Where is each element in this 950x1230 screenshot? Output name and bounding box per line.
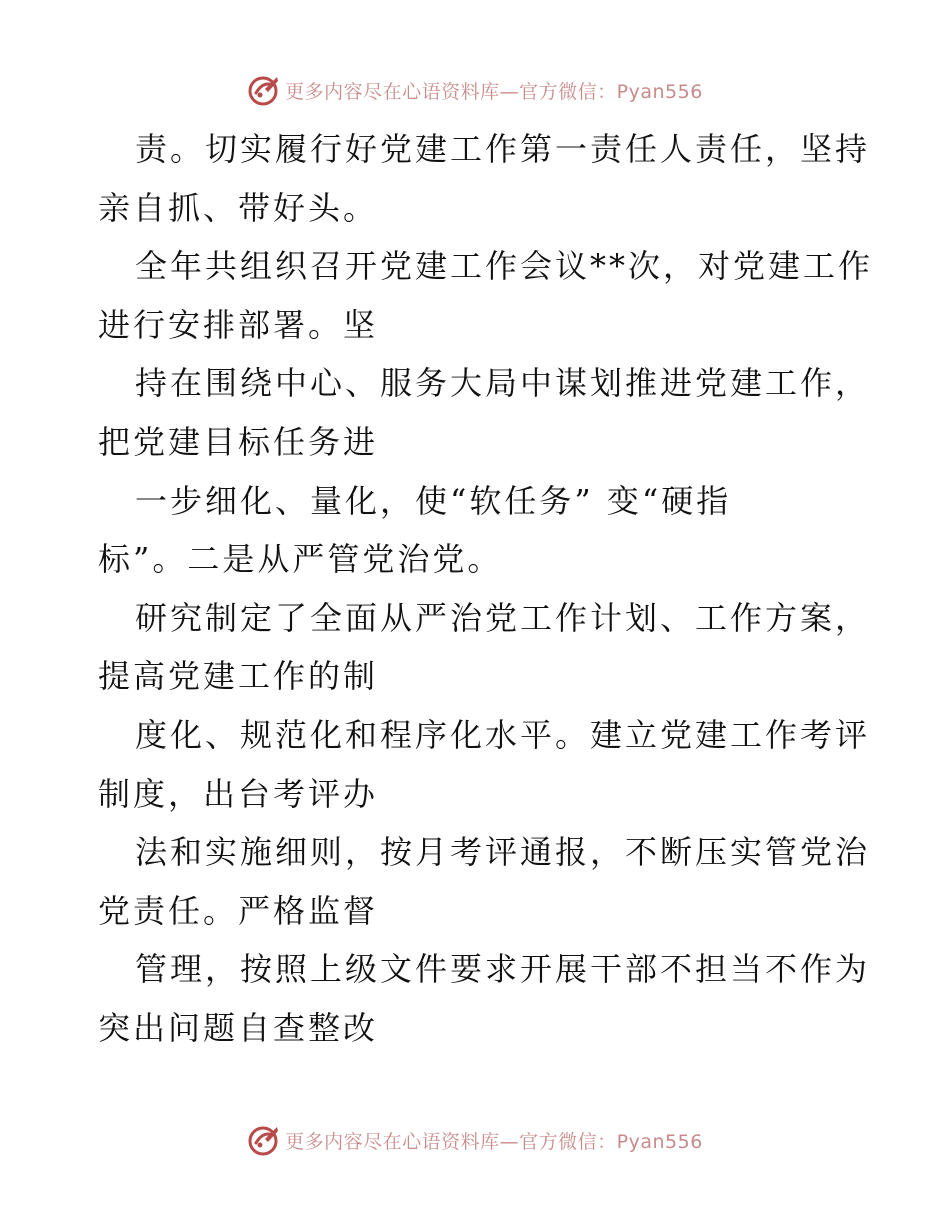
body-line: 管理，按照上级文件要求开展干部不担当不作为: [135, 950, 871, 989]
body-line: 提高党建工作的制: [98, 657, 379, 696]
body-line: 制度，出台考评办: [98, 774, 379, 813]
body-line: 法和实施细则，按月考评通报，不断压实管党治: [135, 833, 871, 872]
body-line: 进行安排部署。坚: [98, 305, 379, 344]
brand-logo-icon: [247, 1123, 281, 1157]
footer-watermark-banner: [0, 1120, 950, 1160]
brand-logo-icon: [247, 73, 281, 107]
body-line: 亲自抓、带好头。: [98, 188, 379, 227]
body-line: 突出问题自查整改: [98, 1008, 379, 1047]
body-line: 把党建目标任务进: [98, 422, 379, 461]
body-line: 党责任。严格监督: [98, 891, 379, 930]
body-line: 一步细化、量化，使“软任务” 变“硬指: [135, 481, 732, 520]
footer-banner-text: 更多内容尽在心语资料库—官方微信：Pyan556: [285, 1130, 703, 1153]
body-line: 责。切实履行好党建工作第一责任人责任，坚持: [135, 130, 871, 168]
body-line: 研究制定了全面从严治党工作计划、工作方案，: [135, 598, 871, 637]
header-watermark-banner: [0, 70, 950, 110]
body-line: 持在围绕中心、服务大局中谋划推进党建工作，: [135, 364, 871, 403]
document-body: [98, 120, 874, 1058]
body-line: 标”。二是从严管党治党。: [98, 540, 503, 579]
header-banner-text: 更多内容尽在心语资料库—官方微信：Pyan556: [285, 80, 703, 103]
body-line: 度化、规范化和程序化水平。建立党建工作考评: [135, 715, 871, 754]
body-line: 全年共组织召开党建工作会议**次，对党建工作: [135, 247, 874, 286]
